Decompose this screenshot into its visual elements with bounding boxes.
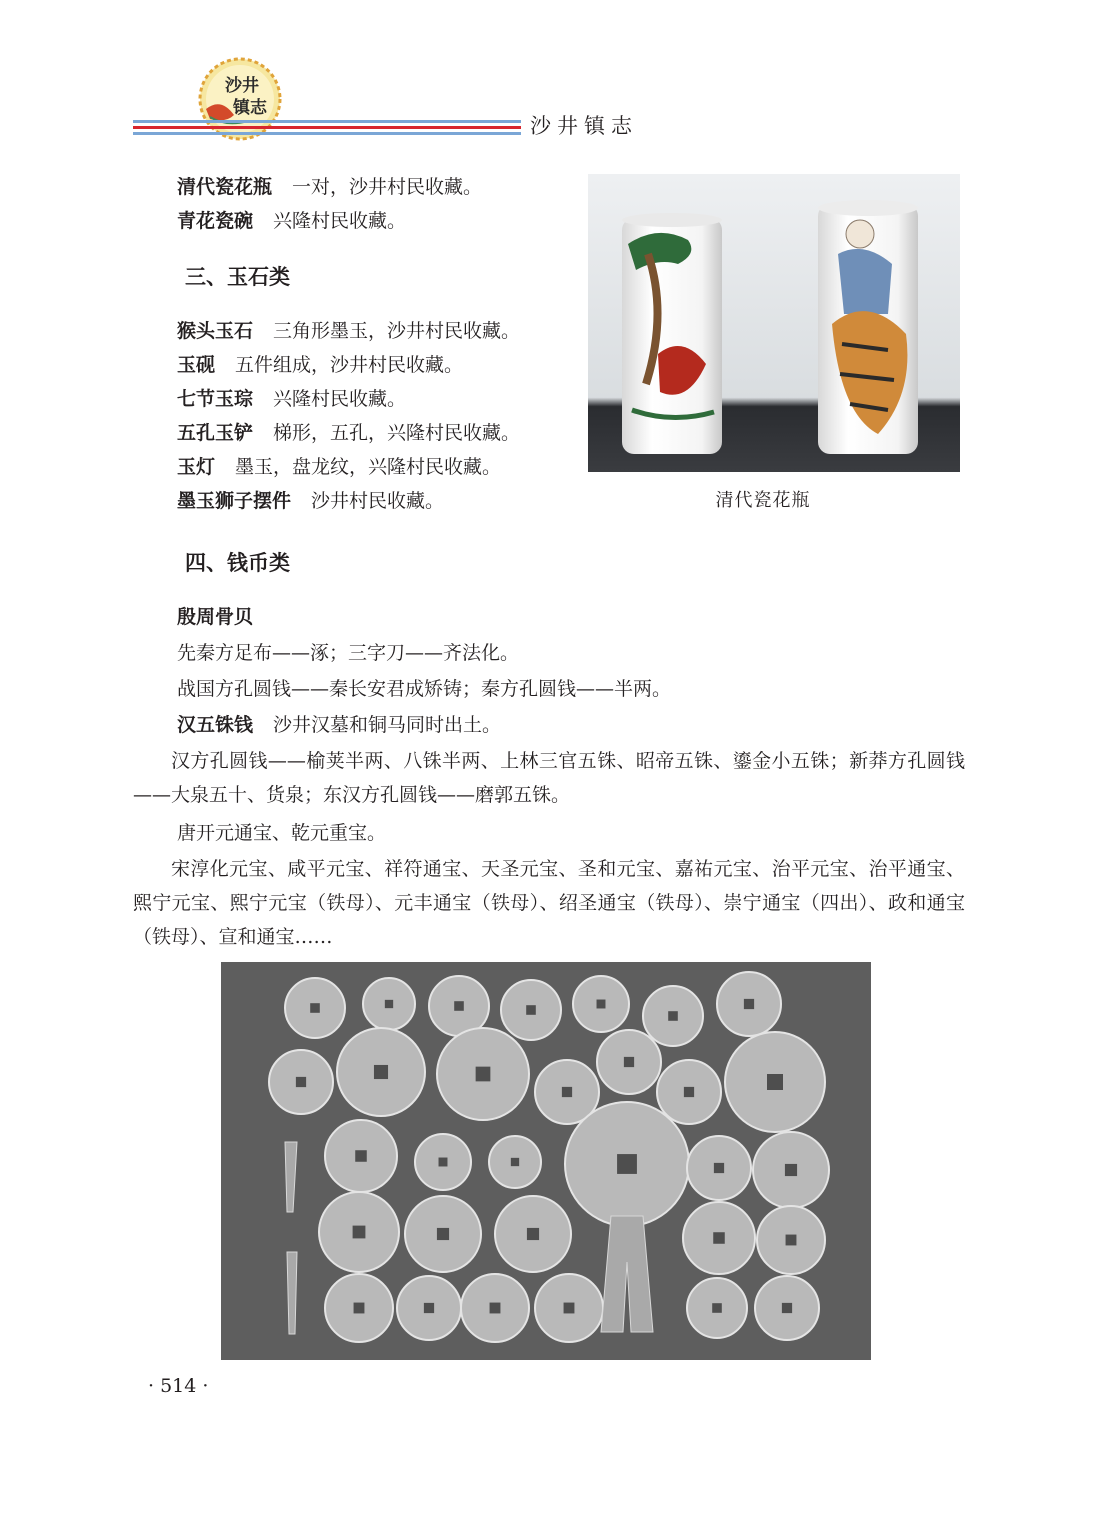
item-text: 墨玉，盘龙纹，兴隆村民收藏。 — [235, 456, 502, 478]
text-line: 战国方孔圆钱——秦长安君成矫铸；秦方孔圆钱——半两。 — [177, 678, 672, 700]
coin-square-hole — [744, 999, 754, 1009]
coin-square-hole — [454, 1001, 464, 1011]
item-term: 七节玉琮 — [177, 388, 254, 410]
item-term: 玉灯 — [177, 456, 216, 478]
item-term: 清代瓷花瓶 — [177, 176, 273, 198]
coin-square-hole — [490, 1303, 501, 1314]
list-item — [177, 314, 520, 348]
paragraph-song: 宋淳化元宝、咸平元宝、祥符通宝、天圣元宝、圣和元宝、嘉祐元宝、治平元宝、治平通宝、熙宁元宝、熙宁元宝（铁母）、元丰通宝（铁母）、绍圣通宝（铁母）、崇宁通宝（四出）、政和通宝（铁母）、宣和通宝…… — [133, 858, 965, 948]
list-item — [177, 450, 501, 484]
coin-square-hole — [714, 1163, 724, 1173]
logo-text-line1: 沙井 — [225, 76, 259, 96]
item-text: 沙井汉墓和铜马同时出土。 — [273, 714, 502, 736]
coin-square-hole — [767, 1074, 783, 1090]
item-text: 三角形墨玉，沙井村民收藏。 — [273, 320, 521, 342]
coin-square-hole — [374, 1065, 388, 1079]
coin-square-hole — [684, 1087, 694, 1097]
vase-photo — [588, 174, 960, 472]
paragraph-han: 汉方孔圆钱——榆荚半两、八铢半两、上林三官五铢、昭帝五铢、鎏金小五铢；新莽方孔圆钱——大泉五十、货泉；东汉方孔圆钱——磨郭五铢。 — [133, 750, 965, 806]
coin-square-hole — [355, 1150, 367, 1162]
header-rule-top — [133, 120, 521, 123]
page-number: · 514 · — [148, 1375, 209, 1397]
coin-square-hole — [310, 1003, 320, 1013]
coin-square-hole — [597, 1000, 606, 1009]
coin-square-hole — [786, 1235, 797, 1246]
item-text: 沙井村民收藏。 — [311, 490, 445, 512]
coin-square-hole — [439, 1158, 448, 1167]
header-rule-middle — [133, 126, 521, 129]
coin-square-hole — [296, 1077, 306, 1087]
item-text: 兴隆村民收藏。 — [273, 388, 407, 410]
logo-text-line2: 镇志 — [233, 98, 267, 118]
coin-square-hole — [424, 1303, 434, 1313]
ancient-money-shape — [287, 1252, 297, 1334]
coin-square-hole — [476, 1067, 491, 1082]
section-heading-jade: 三、玉石类 — [185, 265, 290, 289]
list-item — [177, 708, 501, 742]
section-heading-coins: 四、钱币类 — [185, 551, 290, 575]
item-term: 猴头玉石 — [177, 320, 254, 342]
coin-square-hole — [385, 1000, 393, 1008]
list-item — [177, 348, 463, 382]
text-line: 唐开元通宝、乾元重宝。 — [177, 822, 387, 844]
coin-square-hole — [617, 1154, 637, 1174]
coin-square-hole — [562, 1087, 572, 1097]
coin-square-hole — [354, 1303, 365, 1314]
coin-square-hole — [511, 1158, 519, 1166]
coin-photo — [221, 962, 871, 1360]
item-term: 墨玉狮子摆件 — [177, 490, 292, 512]
list-item — [177, 484, 444, 518]
vase-caption: 清代瓷花瓶 — [715, 490, 811, 511]
item-text: 五件组成，沙井村民收藏。 — [235, 354, 464, 376]
coin-square-hole — [713, 1232, 725, 1244]
sub-heading: 殷周骨贝 — [177, 606, 254, 628]
coin-square-hole — [782, 1303, 792, 1313]
coin-square-hole — [668, 1011, 678, 1021]
item-text: 一对，沙井村民收藏。 — [292, 176, 483, 198]
coin-square-hole — [564, 1303, 575, 1314]
list-item — [177, 416, 520, 450]
item-text: 兴隆村民收藏。 — [273, 210, 407, 232]
item-text: 梯形，五孔，兴隆村民收藏。 — [273, 422, 521, 444]
item-term: 玉砚 — [177, 354, 216, 376]
header-rule-bottom — [133, 132, 521, 135]
list-item — [177, 382, 406, 416]
list-item — [177, 170, 482, 204]
list-item — [177, 204, 406, 238]
coin-square-hole — [785, 1164, 797, 1176]
running-header-title: 沙井镇志 — [530, 114, 638, 138]
item-term: 青花瓷碗 — [177, 210, 254, 232]
coin-square-hole — [526, 1005, 536, 1015]
coin-square-hole — [353, 1226, 366, 1239]
text-line: 先秦方足布——涿；三字刀——齐法化。 — [177, 642, 520, 664]
item-term: 五孔玉铲 — [177, 422, 254, 444]
coin-square-hole — [437, 1228, 449, 1240]
item-term: 汉五铢钱 — [177, 714, 254, 736]
coin-square-hole — [712, 1303, 722, 1313]
coin-square-hole — [624, 1057, 634, 1067]
coin-square-hole — [527, 1228, 539, 1240]
